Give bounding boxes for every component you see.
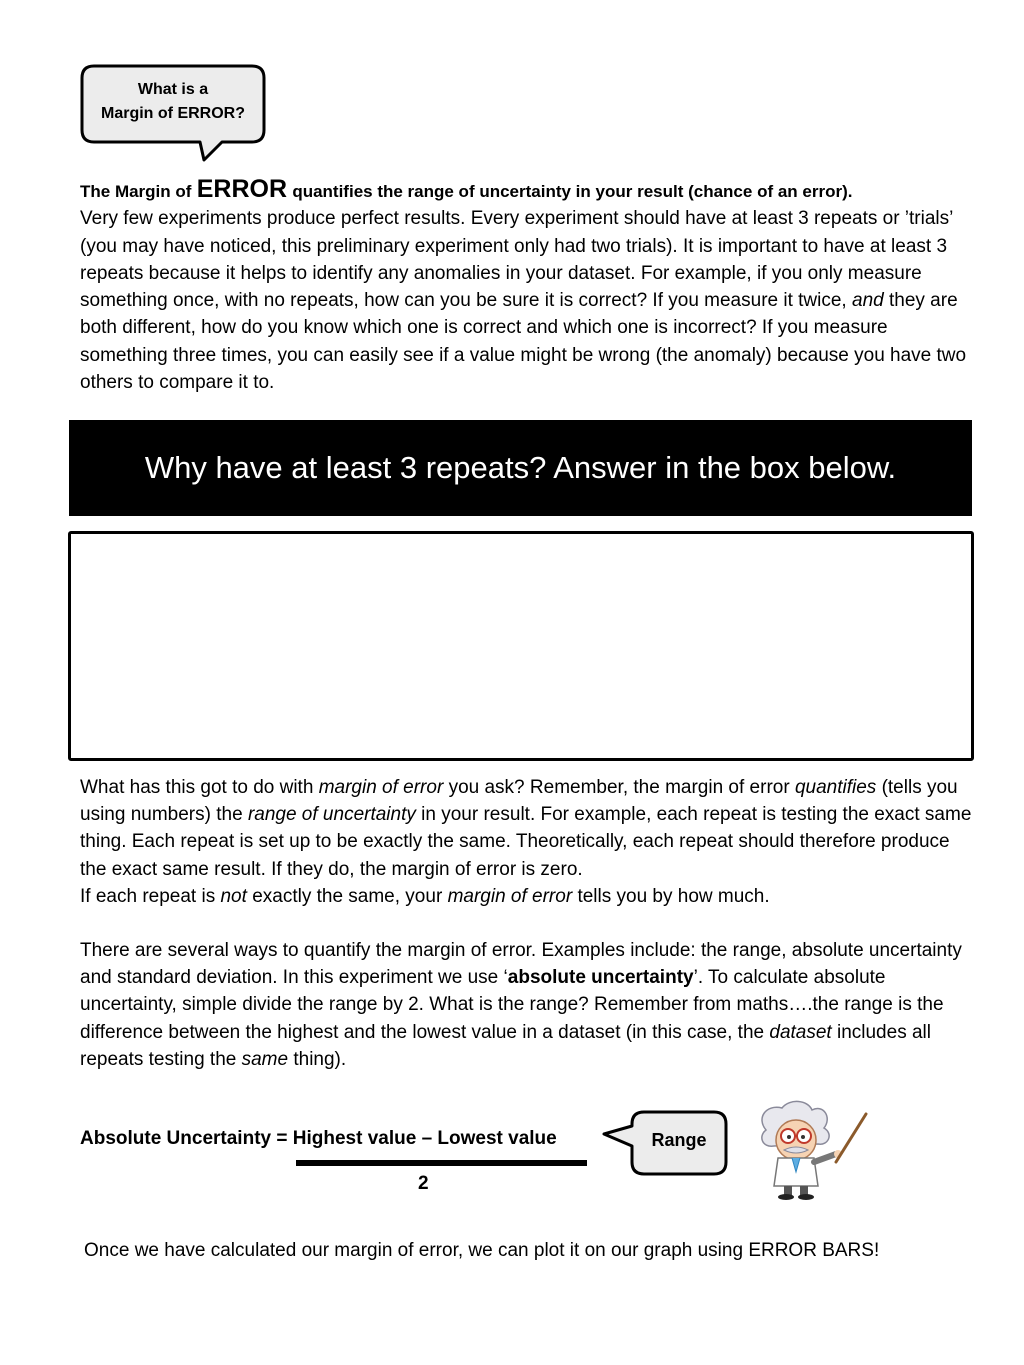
p2-text: thing). (293, 1048, 347, 1070)
formula-label: Absolute Uncertainty = (80, 1128, 288, 1149)
professor-icon (752, 1100, 872, 1200)
intro-text-1: Very few experiments produce perfect results. Every experiment should have at least 3 repeats or ’trials’ (you may have noticed, this preliminary experiment only had two trials). It is important to have at least 3 repeats because it helps to identify any anomalies in your dataset. For example, if you only measure something once, with no repeats, how can you be sure it is correct? If you measure it twice, (80, 208, 953, 312)
explanation-paragraph-2 (80, 937, 980, 1073)
p1-text: If each repeat is (80, 885, 216, 907)
formula-numerator: Highest value – Lowest value (292, 1128, 557, 1149)
intro-lead-a: The Margin of (80, 182, 192, 201)
p1-emphasis: range of uncertainty (247, 804, 416, 826)
bubble-range-label: Range (651, 1130, 707, 1150)
bubble-line-2: Margin of ERROR? (101, 105, 245, 122)
intro-paragraph (80, 176, 975, 396)
p1-text: in your result. For example, each repeat is testing the exact same thing. Each repeat is set up to be exactly the same. Theoretically, each repeat should therefore produce the exact same result. If they do, the margin of error is zero. (80, 804, 972, 880)
p1-text: you ask? Remember, the margin of error (448, 777, 790, 798)
p1-emphasis: margin of error (447, 885, 573, 907)
p2-bold-absolute-uncertainty: absolute uncertainty (507, 967, 694, 989)
fraction-bar (296, 1160, 587, 1166)
answer-box[interactable] (68, 531, 974, 761)
p1-text: tells you by how much. (577, 885, 770, 907)
closing-sentence: Once we have calculated our margin of error, we can plot it on our graph using ERROR BARS! (84, 1240, 880, 1261)
callout-bubble-what-is-margin (80, 64, 266, 142)
intro-lead-b: quantifies the range of uncertainty in your result (chance of an error). (292, 182, 853, 201)
callout-bubble-range (600, 1110, 728, 1176)
bubble-line-1: What is a (137, 81, 209, 98)
p1-emphasis: margin of error (318, 777, 444, 798)
intro-text-2: they are both different, how do you know which one is correct and which one is incorrect? If you measure something three times, you can easily see if a value might be wrong (the anomaly) because you have two others to compare it to. (80, 290, 967, 394)
question-banner-text: Why have at least 3 repeats? Answer in the box below. (144, 450, 897, 485)
formula-numerator-row (80, 1128, 557, 1150)
p1-text: (tells you using numbers) the (80, 777, 958, 826)
intro-emphasis-and: and (852, 290, 884, 312)
p1-text: What has this got to do with (80, 777, 314, 798)
p2-text: ’. To calculate absolute uncertainty, simple divide the range by 2. What is the range? Remember from maths….the range is the difference between the highest and the lowest value in a dataset (in this case, the (80, 967, 944, 1043)
intro-lead-error: ERROR (196, 175, 288, 203)
p2-text: includes all repeats testing the (80, 1021, 931, 1070)
p1-text: exactly the same, your (252, 885, 443, 907)
question-banner (69, 420, 972, 516)
formula-denominator: 2 (418, 1173, 429, 1194)
explanation-paragraph-1 (80, 774, 980, 910)
p1-emphasis: not (220, 885, 247, 907)
p2-emphasis: dataset (769, 1021, 832, 1043)
p2-text: There are several ways to quantify the margin of error. Examples include: the range, absolute uncertainty and standard deviation. In this experiment we use ‘ (80, 940, 962, 989)
p1-emphasis: quantifies (794, 777, 877, 798)
p2-emphasis: same (241, 1048, 289, 1070)
